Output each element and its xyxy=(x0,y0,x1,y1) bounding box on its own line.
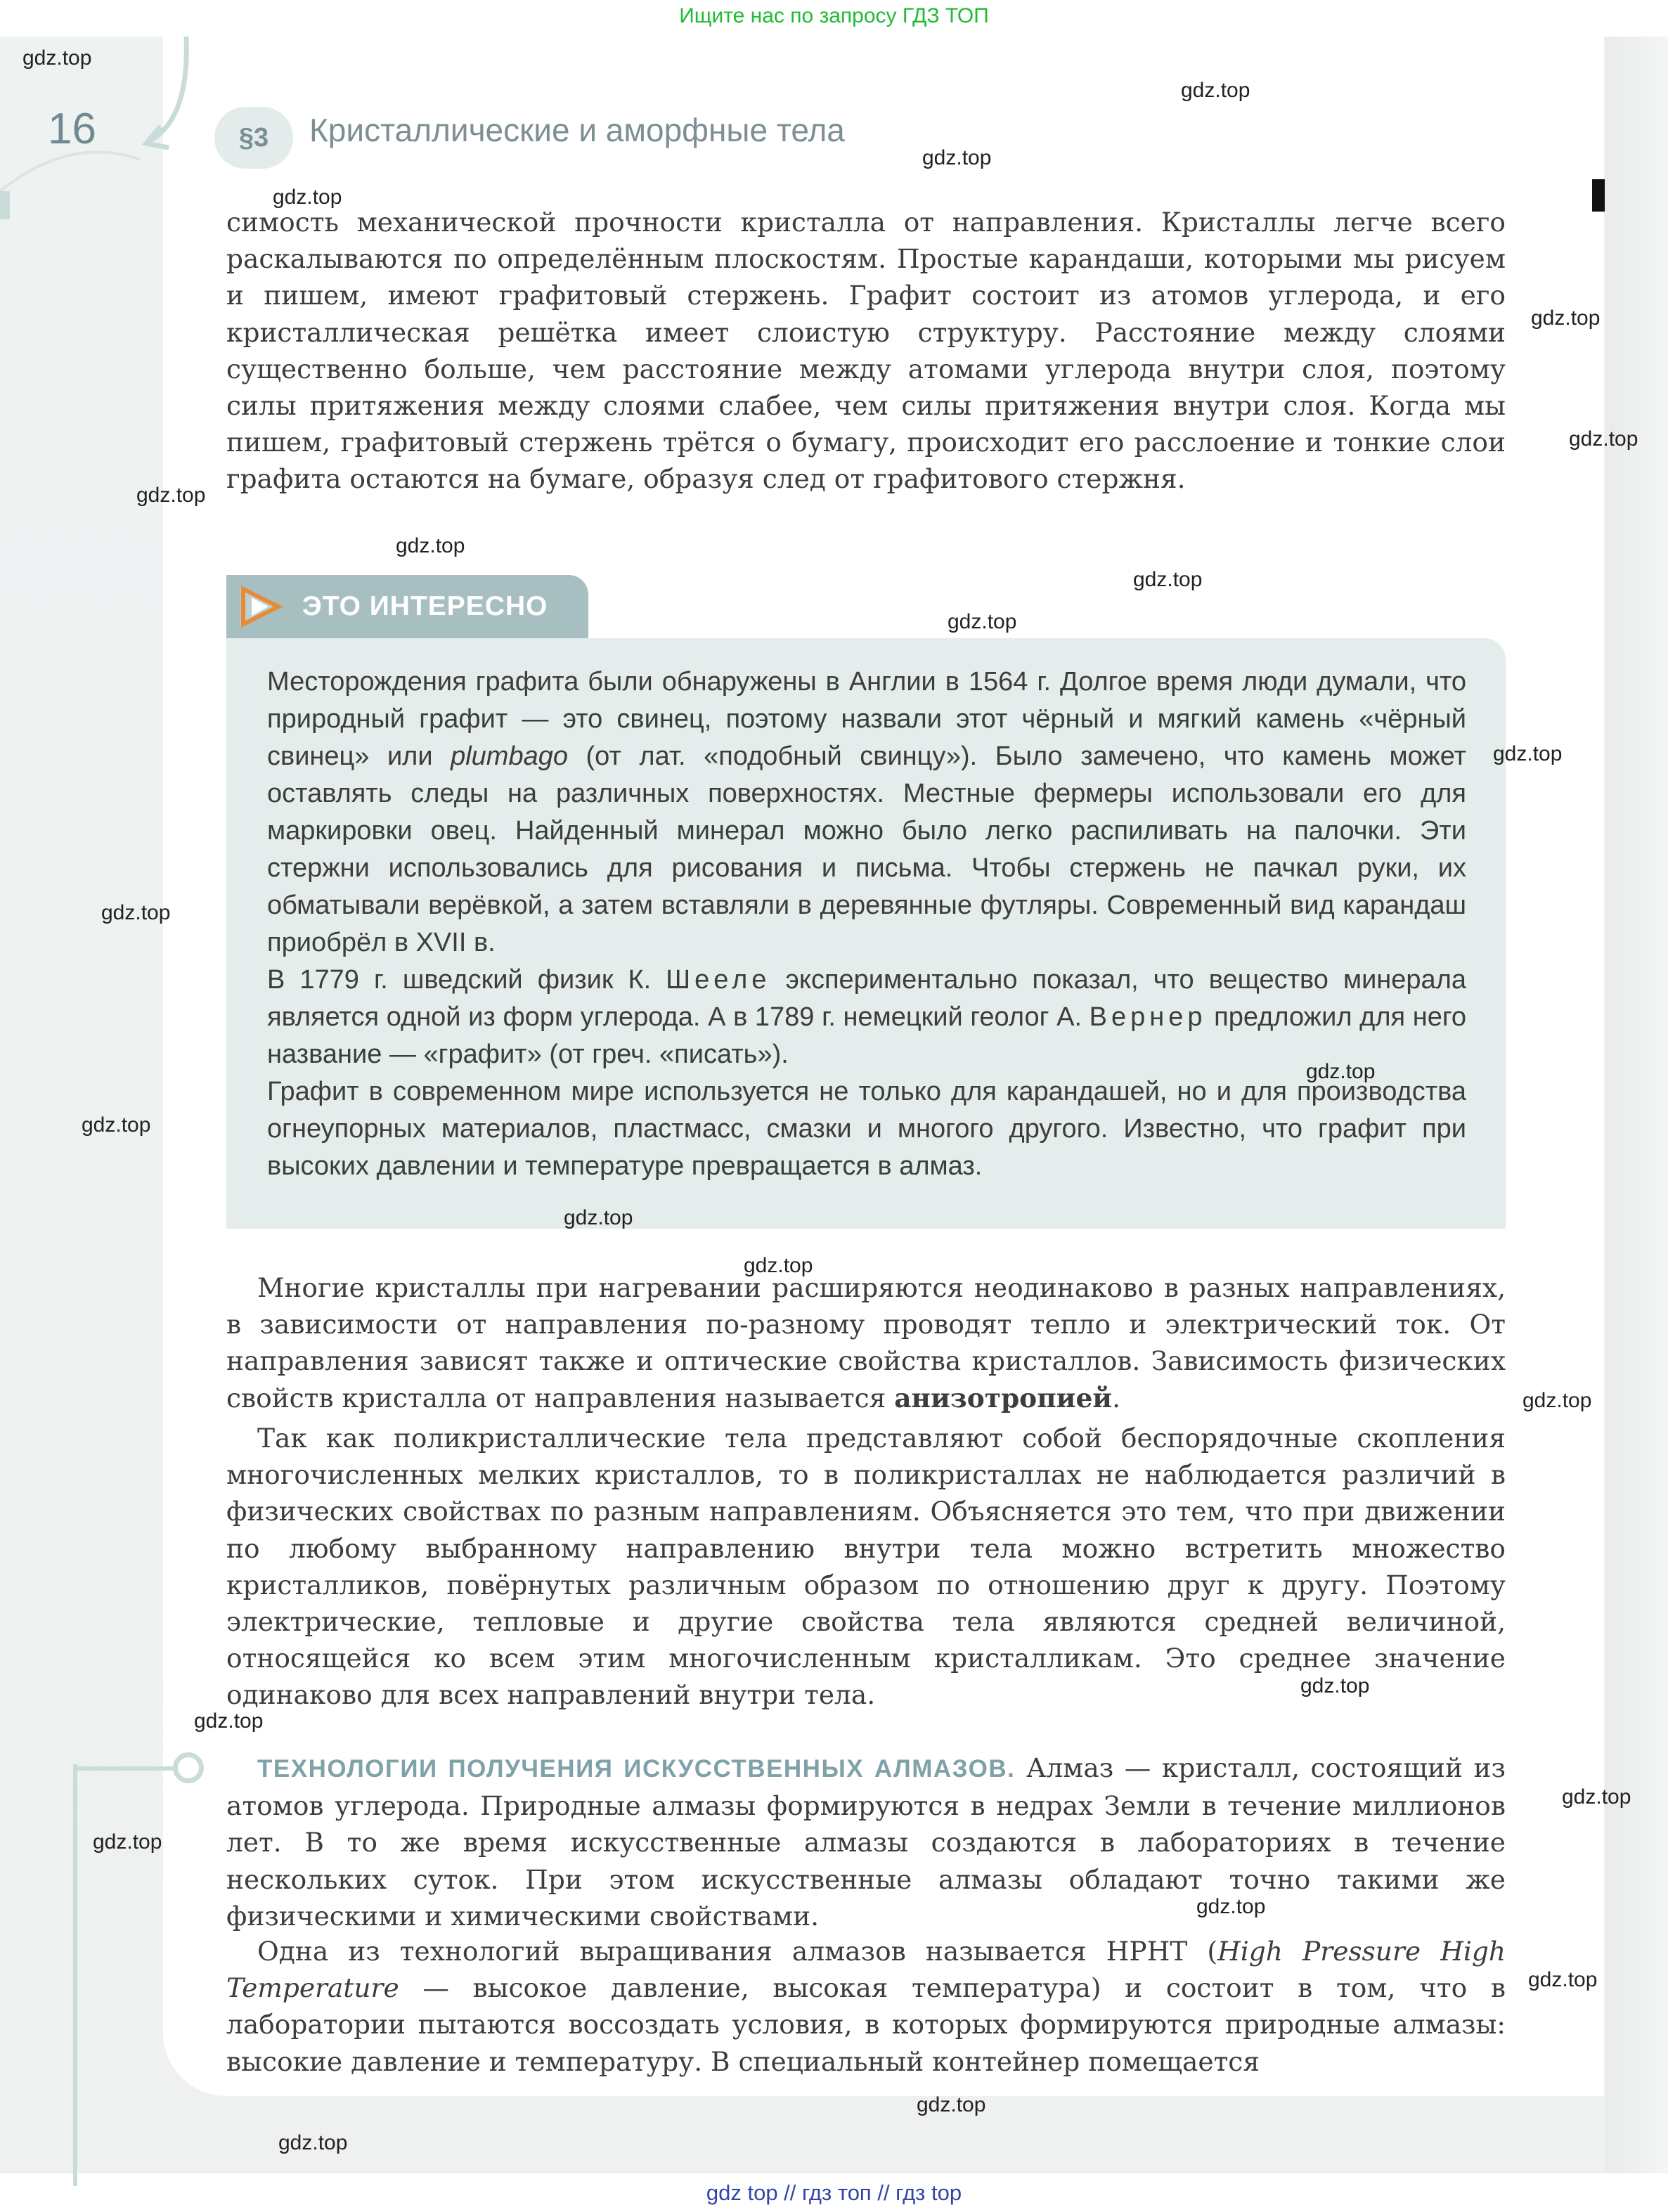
section-rail xyxy=(73,1764,77,2186)
section-badge: §3 xyxy=(214,107,293,169)
watermark: gdz.top xyxy=(101,901,171,924)
watermark: gdz.top xyxy=(1522,1389,1592,1412)
watermark: gdz.top xyxy=(917,2093,986,2116)
watermark: gdz.top xyxy=(948,610,1017,633)
paragraph-3: Так как поликристаллические тела представляют собой беспорядочные скопления многочисленных мелких кристаллов, то в поликристаллах не наблюдается различий в физических свойствах по разным направлениям. Объясняется это тем, что при движении по любому выбранному направлению внутри тела можно встретить множество кристалликов, повёрнутых различным образом по отношению друг к другу. Поэтому электрические, тепловые и другие свойства тела являются средней величиной, относящейся ко всем этим многочисленным кристалликам. Это среднее значение одинаково для всех направлений внутри тела. xyxy=(226,1423,1506,1711)
watermark: gdz.top xyxy=(1300,1674,1370,1697)
watermark: gdz.top xyxy=(136,484,206,507)
section-title: Кристаллические и аморфные тела xyxy=(309,112,845,148)
watermark: gdz.top xyxy=(93,1830,162,1854)
watermark: gdz.top xyxy=(22,46,92,70)
watermark: gdz.top xyxy=(1493,742,1563,765)
interesting-tab xyxy=(226,575,588,638)
watermark: gdz.top xyxy=(1562,1785,1631,1809)
page-number: 16 xyxy=(48,105,96,153)
interesting-text xyxy=(267,664,1466,1185)
edge-marker xyxy=(1592,179,1605,212)
paragraph-4: ТЕХНОЛОГИИ ПОЛУЧЕНИЯ ИСКУССТВЕННЫХ АЛМАЗОВ. Алмаз — кристалл, состоящий из атомов углерода. Природные алмазы формируются в недрах Земли в течение миллионов лет. В то же время искусственные алмазы создаются в лабораториях в течение нескольких суток. При этом искусственные алмазы обладают точно такими же физическими и химическими свойствами. xyxy=(226,1752,1506,1932)
watermark: gdz.top xyxy=(1528,1968,1598,1991)
watermark: gdz.top xyxy=(1133,568,1203,591)
watermark: gdz.top xyxy=(744,1254,813,1277)
watermark: gdz.top xyxy=(273,186,342,209)
top-banner[interactable]: Ищите нас по запросу ГДЗ ТОП xyxy=(679,4,989,27)
paragraph-2: Многие кристаллы при нагревании расширяются неодинаково в разных направлениях, в зависимости от направления по-разному проводят тепло и электрический ток. От направления зависят также и оптические свойства кристаллов. Зависимость физических свойств кристалла от направления называется анизотропией. xyxy=(226,1272,1506,1414)
watermark: gdz.top xyxy=(1196,1895,1266,1918)
watermark: gdz.top xyxy=(396,534,465,557)
watermark: gdz.top xyxy=(1306,1060,1376,1083)
paragraph-5: Одна из технологий выращивания алмазов называется HPHT (High Pressure High Temperature — высокое давление, высокая температура) и состоит в том, что в лаборатории пытаются воссоздать условия, в которых формируются природные алмазы: высокие давление и температуру. В специальный контейнер помещается xyxy=(226,1936,1506,2077)
interesting-paragraph-1: Месторождения графита были обнаружены в Англии в 1564 г. Долгое время люди думали, что природный графит — это свинец, поэтому назвали этот чёрный и мягкий камень «чёрный свинец» или plumbago (от лат. «подобный свинцу»). Было замечено, что камень может оставлять следы на различных поверхностях. Местные фермеры использовали его для маркировки овец. Найденный минерал можно было легко распиливать на палочки. Эти стержни использовались для рисования и письма. Чтобы стержень не пачкал руки, их обматывали верёвкой, а затем вставляли в деревянные футляры. Современный вид карандаш приобрёл в XVII в. xyxy=(267,667,1466,957)
page-edge xyxy=(1605,37,1668,2173)
section-node-icon xyxy=(173,1752,204,1783)
interesting-paragraph-3: Графит в современном мире используется не только для карандашей, но и для производства огнеупорных материалов, пластмасс, смазки и многого другого. Известно, что графит при высоких давлении и температуре превращается в алмаз. xyxy=(267,1077,1466,1181)
interesting-paragraph-2: В 1779 г. шведский физик К. Шееле экспериментально показал, что вещество минерала является одной из форм углерода. А в 1789 г. немецкий геолог А. Вернер предложил для него название — «графит» (от греч. «писать»). xyxy=(267,965,1466,1069)
watermark: gdz.top xyxy=(1531,306,1601,330)
play-icon xyxy=(236,583,287,630)
watermark: gdz.top xyxy=(194,1709,264,1733)
watermark: gdz.top xyxy=(1181,79,1250,102)
section-rail-branch xyxy=(73,1766,179,1771)
paragraph-1: симость механической прочности кристалла от направления. Кристаллы легче всего раскалываются по определённым плоскостям. Простые карандаши, которыми мы рисуем и пишем, имеют графитовый стержень. Графит состоит из атомов углерода, и его кристаллическая решётка имеет слоистую структуру. Расстояние между слоями существенно больше, чем расстояние между атомами углерода внутри слоя, поэтому силы притяжения между слоями слабее, чем силы притяжения внутри слоя. Когда мы пишем, графитовый стержень трётся о бумагу, происходит его расслоение и тонкие слои графита остаются на бумаге, образуя след от графитового стержня. xyxy=(226,207,1506,495)
watermark: gdz.top xyxy=(82,1113,151,1137)
watermark: gdz.top xyxy=(922,146,992,169)
watermark: gdz.top xyxy=(1569,427,1638,451)
bottom-banner[interactable]: gdz top // гдз топ // гдз top xyxy=(706,2180,962,2205)
watermark: gdz.top xyxy=(564,1206,633,1229)
interesting-label: ЭТО ИНТЕРЕСНО xyxy=(302,591,548,621)
watermark: gdz.top xyxy=(278,2131,348,2154)
